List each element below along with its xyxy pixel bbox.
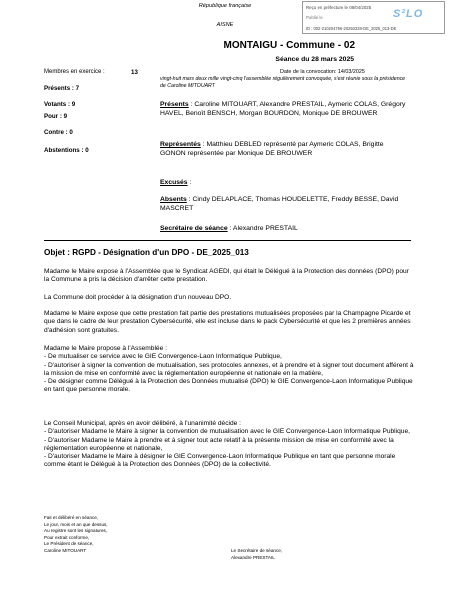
department-label: AISNE [216,22,234,28]
members-count: 13 [131,69,138,76]
stamp-received: Reçu en préfecture le 08/04/2025 [306,5,372,10]
decision-intro: Le Conseil Municipal, après en avoir délibéré, à l'unanimité décide : [44,420,241,427]
signature-left-line: Au registre sont les signatures, [44,528,108,534]
excuses-names: : [187,179,192,186]
presents-count: Présents : 7 [44,85,80,92]
proposal-item-3: - De désigner comme Délégué à la Protection des Données mutualisé (DPO) le GIE Convergence-Laon Informatique Publique en tant que personne morale. [44,378,413,394]
signature-left [44,515,184,555]
objet-title: Objet : RGPD - Désignation d'un DPO - DE_2025_013 [44,248,249,257]
signature-right [231,548,371,561]
decision-item-3: - D'autoriser Madame le Maire à désigner le GIE Convergence-Laon Informatique Publique en tant que personne morale comme étant le Délégué à la Protection des Données (DPO) de la collectivité. [44,453,396,469]
republic-label: République française [198,3,252,9]
decision-item-1: - D'autoriser Madame le Maire à signer la convention de mutualisation avec le GIE Convergence-Laon Informatique Publique, [44,428,410,436]
convocation-intro: vingt-huit mars deux mille vingt-cinq l'assemblée régulièrement convoquée, s'est réunie sous la présidence de Caroline MITOUART [160,76,406,89]
secretaire-block [160,224,410,233]
members-label: Membres en exercice : [44,69,105,75]
absents-block [160,195,410,213]
presents-names: : Caroline MITOUART, Alexandre PRESTAIL, Aymeric COLAS, Grégory HAVEL, Benoît BENSCH, Morgan BOURDON, Monique DE BROUWER [160,101,406,118]
votants-count: Votants : 9 [44,101,76,108]
paragraph-2: La Commune doit procéder à la désignation d'un nouveau DPO. [44,294,232,301]
convocation-date: Date de la convocation: 14/03/2025 [280,69,365,75]
presents-block [160,100,410,118]
excuses-label: Excusés [160,179,188,186]
pour-count: Pour : 9 [44,113,68,120]
signature-left-line: Le jour, mois et an que dessus, [44,521,108,527]
absents-label: Absents [160,196,187,203]
signature-right-name: Alexandre PRESTAIL [231,554,275,560]
secretaire-name: : Alexandre PRESTAIL [227,225,298,232]
signature-left-line: Fait et délibéré en séance, [44,515,99,520]
separator-line [44,240,411,241]
s2lo-logo: S²LO [393,8,424,20]
prefecture-stamp [302,1,445,34]
signature-left-line: Le Président de séance, [44,541,94,547]
stamp-id: ID : 002-210204756-20250328-DE_2025_013-DE [306,26,397,31]
representes-label: Représentés [160,141,201,148]
signature-left-line: Pour extrait conforme, [44,534,90,540]
secretaire-label: Secrétaire de séance [160,225,228,232]
representes-block [160,140,410,158]
absents-names: : Cindy DELAPLACE, Thomas HOUDELETTE, Freddy BESSE, David MASCRET [160,196,399,213]
signature-left-name: Caroline MITOUART [44,547,87,553]
paragraph-3: Madame le Maire expose que cette prestation fait partie des prestations mutualisées proposées par la Champagne Picarde et que dans le cadre de leur prestation Cybersécurité, elle est incluse dans le pack Cybersécurité et que les 2 premières années d'adhésion sont gratuites. [44,310,411,334]
decision-block [44,420,414,470]
decision-item-2: - D'autoriser Madame le Maire à prendre et à signer tout acte relatif à la présente mission de mise en conformité avec la réglementation européenne et nationale, [44,436,394,452]
representes-names: : Matthieu DEBLED représenté par Aymeric COLAS, Brigitte GONON représentée par Monique DE BROUWER [160,141,384,158]
paragraph-1: Madame le Maire expose à l'Assemblée que le Syndicat AGEDI, qui était le Délégué à la Protection des données (DPO) pour la Commune a pris la décision d'arrêter cette prestation. [44,268,409,284]
commune-title: MONTAIGU - Commune - 02 [223,40,355,51]
proposal-item-2: - D'autoriser à signer la convention de mutualisation, ses protocoles annexes, et à prendre et à signer tout document afférent à la mission de mise en conformité avec la réglementation européenne et nationale en la matière, [44,361,414,377]
excuses-block [160,178,410,187]
signature-right-line: Le Secrétaire de séance, [231,548,283,553]
contre-count: Contre : 0 [44,129,73,136]
proposal-item-1: - De mutualiser ce service avec le GIE Convergence-Laon Informatique Publique, [44,353,282,361]
presents-label: Présents [160,101,189,108]
abstentions-count: Abstentions : 0 [44,147,89,154]
proposal-intro: Madame le Maire propose à l'Assemblée : [44,345,167,352]
proposal-block [44,345,414,395]
stamp-published: Publié le [306,15,323,20]
session-title: Séance du 28 mars 2025 [275,56,354,63]
